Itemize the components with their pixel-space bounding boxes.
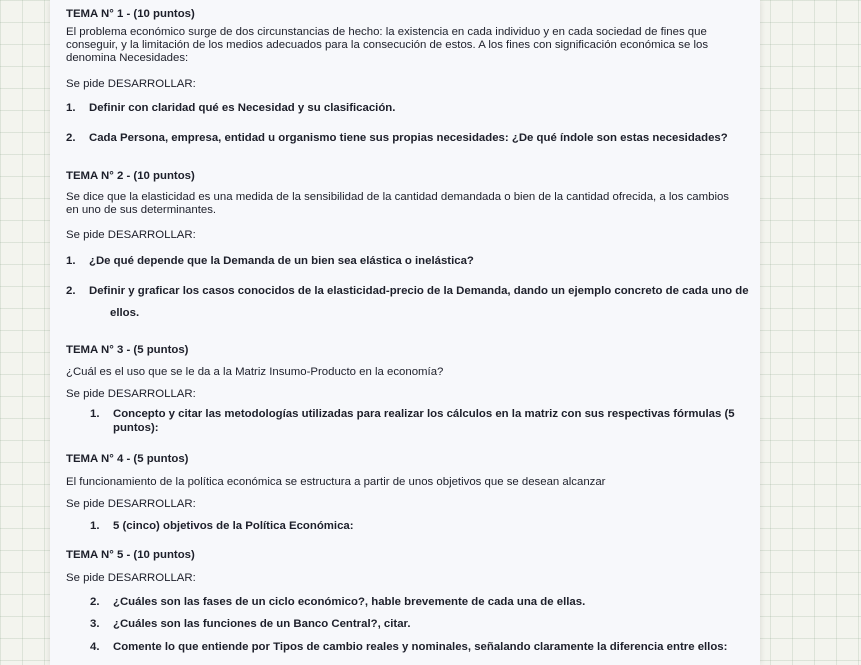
tema2-pide: Se pide DESARROLLAR:	[66, 229, 196, 241]
tema3-item1-continuation: puntos):	[113, 422, 159, 434]
tema2-item1-number: 1.	[66, 255, 76, 267]
tema4-title: TEMA N° 4 - (5 puntos)	[66, 453, 189, 465]
tema1-item2-text: Cada Persona, empresa, entidad u organismo tiene sus propias necesidades: ¿De qué índole son estas necesidades?	[89, 132, 728, 144]
tema5-pide: Se pide DESARROLLAR:	[66, 572, 196, 584]
tema4-item1-number: 1.	[90, 520, 100, 532]
tema5-title: TEMA N° 5 - (10 puntos)	[66, 549, 195, 561]
tema2-para-line1: Se dice que la elasticidad es una medida de la sensibilidad de la cantidad demandada o bien de la cantidad ofrecida, a los cambios	[66, 191, 729, 203]
tema5-item3-text: ¿Cuáles son las funciones de un Banco Central?, citar.	[113, 618, 411, 630]
tema1-para-line1: El problema económico surge de dos circunstancias de hecho: la existencia en cada individuo y en cada sociedad de fines que	[66, 26, 707, 38]
tema3-item1-text: Concepto y citar las metodologías utilizadas para realizar los cálculos en la matriz con sus respectivas fórmulas (5	[113, 408, 735, 420]
tema1-title: TEMA N° 1 - (10 puntos)	[66, 8, 195, 20]
tema1-item1-number: 1.	[66, 102, 76, 114]
tema1-para-line2: conseguir, y la limitación de los medios adecuados para la consecución de estos. A los fines con significación económica se los	[66, 39, 709, 51]
tema3-para: ¿Cuál es el uso que se le da a la Matriz Insumo-Producto en la economía?	[66, 366, 444, 378]
tema4-item1-text: 5 (cinco) objetivos de la Política Económica:	[113, 520, 354, 532]
tema2-item2-number: 2.	[66, 285, 76, 297]
tema4-para: El funcionamiento de la política económica se estructura a partir de unos objetivos que se desean alcanzar	[66, 476, 606, 488]
tema3-item1-number: 1.	[90, 408, 100, 420]
tema3-title: TEMA N° 3 - (5 puntos)	[66, 344, 189, 356]
tema2-title: TEMA N° 2 - (10 puntos)	[66, 170, 195, 182]
tema5-item3-number: 3.	[90, 618, 100, 630]
tema2-item1-text: ¿De qué depende que la Demanda de un bien sea elástica o inelástica?	[89, 255, 474, 267]
tema5-item4-number: 4.	[90, 641, 100, 653]
tema3-pide: Se pide DESARROLLAR:	[66, 388, 196, 400]
tema4-pide: Se pide DESARROLLAR:	[66, 498, 196, 510]
tema1-pide: Se pide DESARROLLAR:	[66, 78, 196, 90]
tema1-para-line3: denomina Necesidades:	[66, 52, 189, 64]
tema1-item1-text: Definir con claridad qué es Necesidad y su clasificación.	[89, 102, 396, 114]
tema5-item4-text: Comente lo que entiende por Tipos de cambio reales y nominales, señalando claramente la diferencia entre ellos:	[113, 641, 728, 653]
tema2-para-line2: en uno de sus determinantes.	[66, 204, 217, 216]
tema2-item2-continuation: ellos.	[110, 307, 140, 319]
tema2-item2-text: Definir y graficar los casos conocidos de la elasticidad-precio de la Demanda, dando un ejemplo concreto de cada uno de	[89, 285, 749, 297]
tema5-item2-number: 2.	[90, 596, 100, 608]
tema1-item2-number: 2.	[66, 132, 76, 144]
tema5-item2-text: ¿Cuáles son las fases de un ciclo económico?, hable brevemente de cada una de ellas.	[113, 596, 586, 608]
document-page	[50, 0, 760, 665]
